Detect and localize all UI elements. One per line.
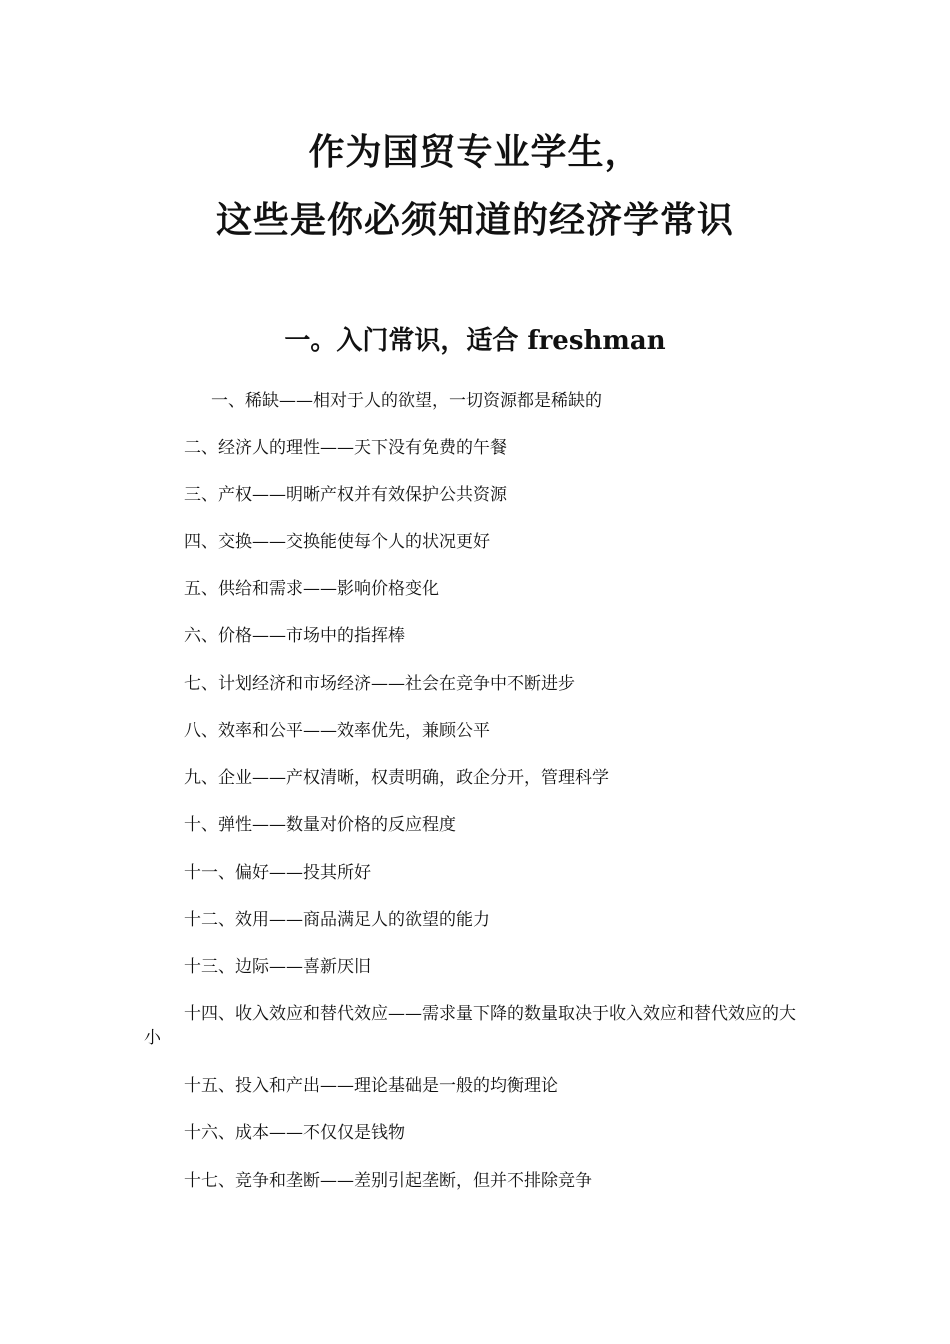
list-item: 九、企业——产权清晰，权责明确，政企分开，管理科学: [184, 768, 609, 788]
document-title-line-2: 这些是你必须知道的经济学常识: [215, 199, 734, 241]
list-item: 十二、效用——商品满足人的欲望的能力: [184, 910, 490, 930]
list-item: 八、效率和公平——效率优先，兼顾公平: [184, 721, 490, 741]
list-item: 十七、竞争和垄断——差别引起垄断，但并不排除竞争: [184, 1171, 592, 1191]
list-item: 七、计划经济和市场经济——社会在竞争中不断进步: [184, 674, 575, 694]
list-item: 十、弹性——数量对价格的反应程度: [184, 815, 456, 835]
list-item: 五、供给和需求——影响价格变化: [184, 579, 439, 599]
section-heading: 一。入门常识，适合 freshman: [284, 326, 666, 356]
list-item: 十一、偏好——投其所好: [184, 863, 371, 883]
list-item: 二、经济人的理性——天下没有免费的午餐: [184, 438, 507, 458]
list-item: 十五、投入和产出——理论基础是一般的均衡理论: [184, 1076, 558, 1096]
list-item: 六、价格——市场中的指挥棒: [184, 626, 405, 646]
list-item: 十六、成本——不仅仅是钱物: [184, 1123, 405, 1143]
list-item: 十三、边际——喜新厌旧: [184, 957, 371, 977]
document-title-line-1: 作为国贸专业学生，: [308, 131, 642, 173]
list-item: 三、产权——明晰产权并有效保护公共资源: [184, 485, 507, 505]
list-item: 四、交换——交换能使每个人的状况更好: [184, 532, 490, 552]
list-item: 十四、收入效应和替代效应——需求量下降的数量取决于收入效应和替代效应的大小: [144, 1004, 796, 1048]
list-item: 一、稀缺——相对于人的欲望，一切资源都是稀缺的: [211, 391, 602, 411]
